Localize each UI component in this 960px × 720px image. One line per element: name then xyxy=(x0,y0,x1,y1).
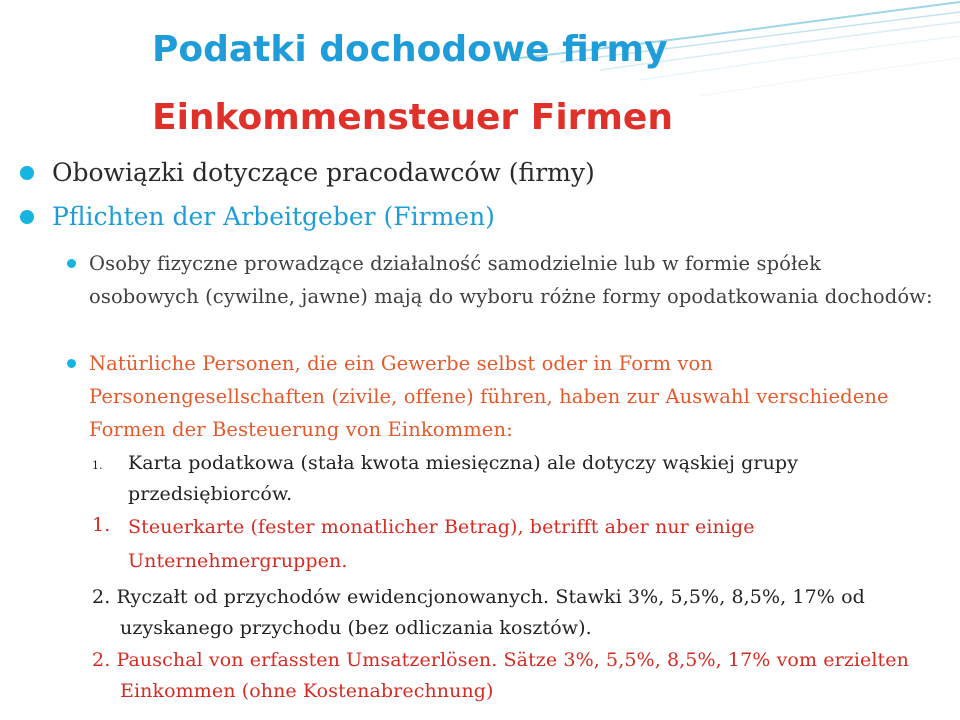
subbullet-text: Natürliche Personen, die ein Gewerbe selbst oder in Form von Personengesellschaften (zivile, offene) führen, haben zur Auswahl verschiedene Formen der Besteuerung von Einkommen: xyxy=(89,352,889,441)
list-item-tax-card-pl: Karta podatkowa (stała kwota miesięczna) ale dotyczy wąskiej grupy przedsiębiorców. xyxy=(128,452,799,505)
bullet-dot-icon xyxy=(67,259,76,268)
bullet-text: Pflichten der Arbeitgeber (Firmen) xyxy=(52,202,495,231)
bullet-employer-duties-pl xyxy=(52,156,595,190)
list-item-text: 2. Pauschal von erfassten Umsatzerlösen. Sätze 3%, 5,5%, 8,5%, 17% vom erzielten Einkommen (ohne Kostenabrechnung) xyxy=(92,649,909,702)
bullet-dot-icon xyxy=(20,166,34,180)
slide-title-german: Einkommensteuer Firmen xyxy=(152,97,673,138)
list-item-text: 2. Ryczałt od przychodów ewidencjonowanych. Stawki 3%, 5,5%, 8,5%, 17% od uzyskanego przychodu (bez odliczania kosztów). xyxy=(92,586,865,639)
subbullet-text: Osoby fizyczne prowadzące działalność samodzielnie lub w formie spółek osobowych (cywilne, jawne) mają do wyboru różne formy opodatkowania dochodów: xyxy=(89,252,933,308)
list-number: 1. xyxy=(92,459,103,472)
bullet-dot-icon xyxy=(67,359,76,368)
bullet-text: Obowiązki dotyczące pracodawców (firmy) xyxy=(52,158,595,187)
list-number: 1. xyxy=(92,514,111,536)
bullet-dot-icon xyxy=(20,210,34,224)
subbullet-natural-persons-de xyxy=(89,347,934,446)
subbullet-natural-persons-pl xyxy=(89,247,934,313)
slide-title-polish: Podatki dochodowe firmy xyxy=(152,29,668,70)
list-item-lump-sum-pl xyxy=(92,582,922,644)
list-item-tax-card-de: Steuerkarte (fester monatlicher Betrag), betrifft aber nur einige Unternehmergruppen. xyxy=(128,516,755,572)
bullet-employer-duties-de xyxy=(52,200,495,234)
list-item-lump-sum-de xyxy=(92,645,942,707)
